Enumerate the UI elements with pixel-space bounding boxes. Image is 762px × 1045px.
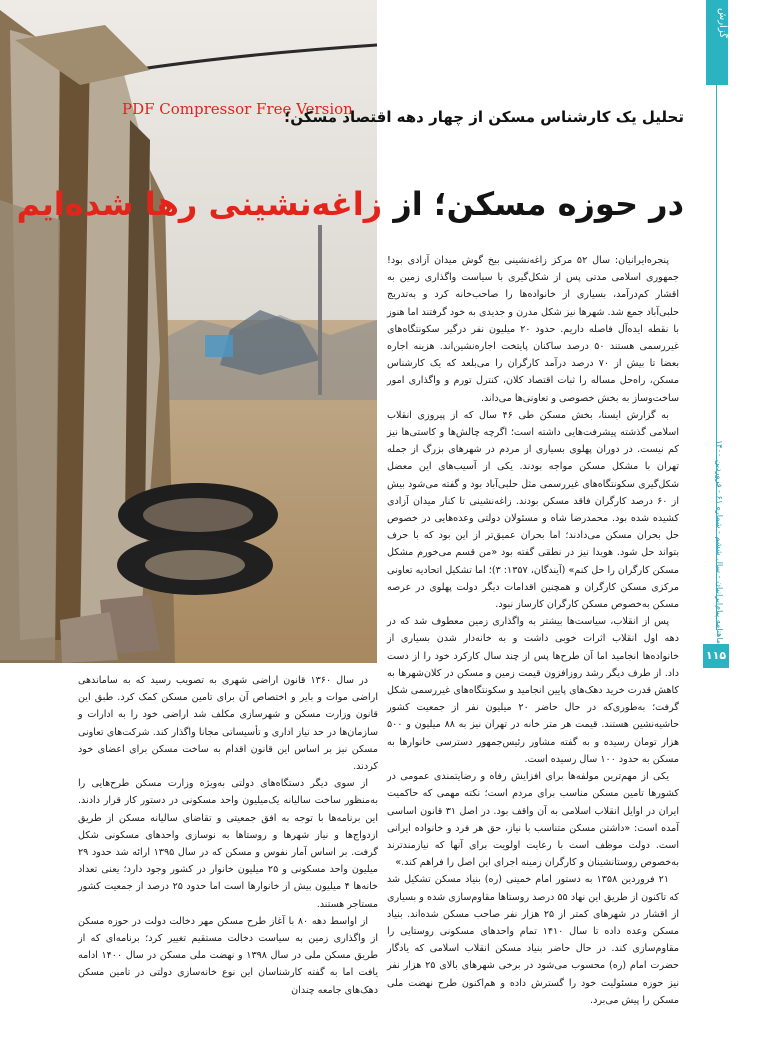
paragraph: ۲۱ فروردین ۱۳۵۸ به دستور امام خمینی (ره) بنیاد مسکن تشکیل شد که تاکنون از طریق این نهاد ۵۵ درصد روستاها مقاوم‌سازی شده و بسیاری از اقشار در شهرهای کمتر از ۲۵ هزار نفر صاحب مسکن شده‌اند. بنیاد مسکن وعده داده تا سال ۱۴۱۰ تمام واحدهای مسکونی روستایی را مقاوم‌سازی کند. در حال حاضر بنیاد مسکن انقلاب اسلامی که یادگار حضرت امام (ره) محسوب می‌شود در برخی شهرهای بالای ۲۵ هزار نفر نیز حوزه مسئولیت خود را گسترش داده و هم‌اکنون طرح نهضت ملی مسکن را پیش می‌برد. [387, 874, 679, 1006]
paragraph: پنجره‌ایرانیان: سال ۵۲ مرکز زاغه‌نشینی بیخ گوش میدان آزادی بود! جمهوری اسلامی مدتی پس از شکل‌گیری با سیاست واگذاری زمین به اقشار کم‌درآمد، بسیاری از خانواده‌ها را صاحب‌خانه کرد و به‌تدریج حلبی‌آباد جمع شد. شهرها نیز شکل مدرن و جدیدی به خود گرفتند اما هنوز با نقطه ایده‌آل فاصله داریم. حدود ۲۰ میلیون نفر درگیر سکونتگاه‌های غیررسمی هستند ۵۰ درصد ساکنان پایتخت اجاره‌نشین‌اند. هزینه اجاره بعضا تا بیش از ۷۰ درصد درآمد کارگران را می‌بلعد که یک کارشناس مسکن، راه‌حل مساله را ثبات اقتصاد کلان، کنترل تورم و واگذاری امور ساخت‌وساز به بخش خصوصی و تعاونی‌ها می‌داند. [387, 255, 680, 404]
paragraph: به گزارش ایسنا، بخش مسکن طی ۴۶ سال که از پیروزی انقلاب اسلامی گذشته پیشرفت‌هایی داشته است؛ اگرچه چالش‌ها و کاستی‌ها نیز کم نیست. در دوران پهلوی بسیاری از مردم در شهرهای بزرگ از جمله تهران با مشکل مسکن مواجه بودند. یکی از آسیب‌های این معضل شکل‌گیری سکونتگاه‌های غیررسمی مثل حلبی‌آباد بود و گفته می‌شود بیش از ۶۰ درصد کارگران فاقد مسکن بودند. زاغه‌نشینی تا کنار میدان آزادی کشیده شده بود. محمدرضا شاه و مسئولان دولتی وعده‌هایی در خصوص حل بحران مسکن می‌دادند؛ اما بحران عمیق‌تر از این بود که با حرف بتواند حل شود. هویدا نیز در نطقی گفته بود «من قسم می‌خورم مشکل مسکن کارگران را حل کنم» (آیندگان، ۱۳۵۷: ۳)؛ اما تشکیل اتحادیه تعاونی مرکزی مسکن کارگران و همچنین اقدامات دیگر دولت پهلوی در عرصه مسکن به‌خصوص مسکن کارگران کارساز نبود. [387, 409, 679, 611]
article-headline [17, 180, 684, 228]
section-tab [706, 0, 728, 85]
paragraph: در سال ۱۳۶۰ قانون اراضی شهری به تصویب رسید که به ساماندهی اراضی موات و بایر و اختصاص آن برای تامین مسکن کمک کرد. طبق این قانون وزارت مسکن و شهرسازی مکلف شد اراضی خود را به ادارات و سازمان‌ها در حد نیاز اداری و تأسیساتی مجانا واگذار کند. شرکت‌های تعاونی مسکن نیز بر اساس این قانون اقدام به ساخت مسکن برای اعضای خود کردند. [78, 675, 378, 773]
article-column-left [78, 672, 379, 996]
paragraph: از سوی دیگر دستگاه‌های دولتی به‌ویژه وزارت مسکن طرح‌هایی را به‌منظور ساخت سالیانه یک‌میلیون واحد مسکونی در دستور کار قرار دادند. این برنامه‌ها با توجه به افق جمعیتی و تقاضای سالیانه مسکن از طریق ازدواج‌ها و نیاز شهرها و روستاها به نوسازی واحدهای مسکونی شکل گرفت. بر اساس آمار نفوس و مسکن که در سال ۱۳۹۵ ارائه شد حدود ۲۹ میلیون واحد مسکونی و ۲۵ میلیون خانوار در کشور وجود دارد؛ یعنی تعداد خانه‌ها ۴ میلیون بیش از خانوارها است اما حدود ۲۵ درصد از جمعیت کشور مستاجر هستند. [78, 778, 379, 910]
headline-part-black: در حوزه مسکن؛ از [382, 185, 684, 223]
headline-part-red: زاغه‌نشینی رها شده‌ایم [16, 185, 383, 223]
article-column-right [387, 252, 680, 1006]
paragraph: یکی از مهم‌ترین مولفه‌ها برای افزایش رفاه و رضایتمندی عمومی در کشورها تامین مسکن مناسب برای مردم است؛ نکته مهمی که حاکمیت ایران در اوایل انقلاب اسلامی به آن واقف بود. در اصل ۳۱ قانون اساسی آمده است: «داشتن مسکن متناسب با نیاز، حق هر فرد و خانواده ایرانی است. دولت موظف است با رعایت اولویت برای آنها که نیازمندترند به‌خصوص روستانشینان و کارگران زمینه اجرای این اصل را فراهم کند.» [387, 771, 680, 869]
paragraph: پس از انقلاب، سیاست‌ها بیشتر به واگذاری زمین معطوف شد که در دهه اول انقلاب اثرات خوبی داشت و به خانه‌دار شدن بسیاری از خانواده‌ها انجامید اما آن طرح‌ها پس از چند سال کارکرد خود را از دست داد. از طرف دیگر رشد روزافزون قیمت زمین و مسکن در کلان‌شهرها به کاهش قدرت خرید دهک‌های پایین انجامید و سکونتگاه‌های غیررسمی شکل گرفت؛ به‌طوری‌که در حال حاضر ۲۰ میلیون نفر از جمعیت کشور حاشیه‌نشین هستند. قیمت هر متر خانه در تهران نیز به ۸۸ میلیون و ۵۰۰ هزار تومان رسیده و به گفته مشاور رئیس‌جمهور دسترسی خانوارها به مسکن به حدود ۱۰۰ سال رسیده است. [387, 616, 679, 765]
page-number: ۱۱۵ [703, 644, 729, 668]
magazine-footer: ماهنامه پیام‌ایرانیان - سال ششم - شماره ۶۱ - فروردین ۱۴۰۰ [715, 440, 724, 645]
section-tab-label: گزارش [717, 8, 728, 39]
article-subtitle: تحلیل یک کارشناس مسکن از چهار دهه اقتصاد مسکن؛ [284, 108, 684, 126]
paragraph: از اواسط دهه ۸۰ با آغاز طرح مسکن مهر دخالت دولت در حوزه مسکن از واگذاری زمین به سیاست دخالت مستقیم تغییر کرد؛ برنامه‌ای که از طریق مسکن ملی در سال ۱۳۹۸ و نهضت ملی مسکن در سال ۱۴۰۰ ادامه یافت اما به گفته کارشناسان این نوع خانه‌سازی دولتی در تامین مسکن دهک‌های جامعه چندان [78, 915, 379, 996]
watermark-text: PDF Compressor Free Version [122, 100, 353, 118]
